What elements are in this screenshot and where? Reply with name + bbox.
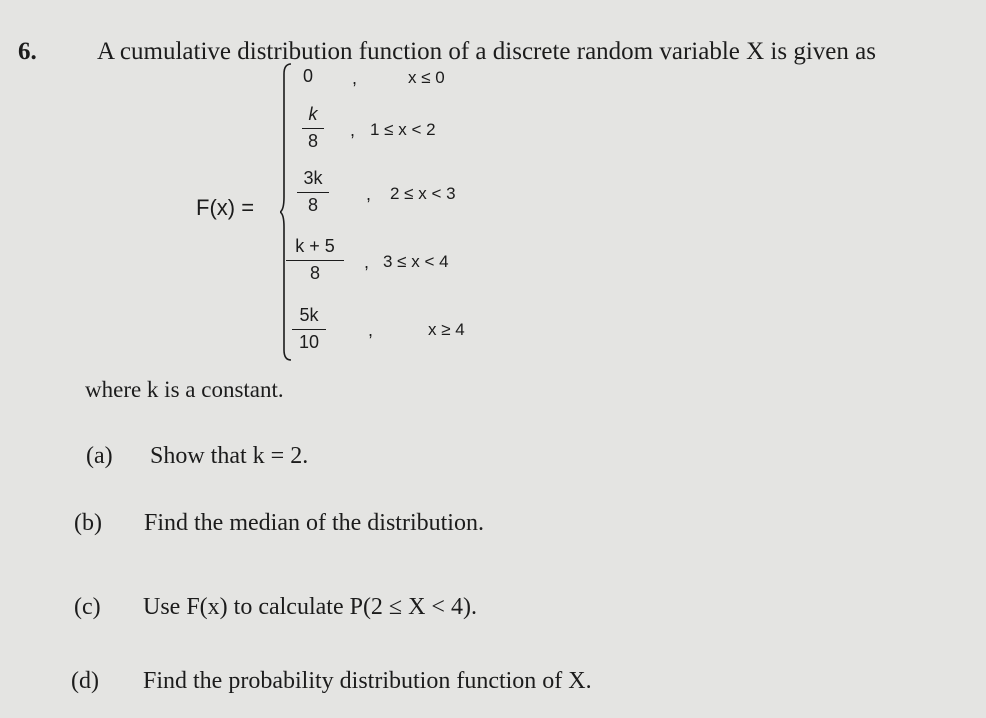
fraction-bar [302,128,324,129]
part-c-text: Use F(x) to calculate P(2 ≤ X < 4). [143,594,477,620]
case-4-separator: , [368,320,374,340]
part-a-text: Show that k = 2. [150,443,309,469]
function-lhs: F(x) = [196,195,255,220]
case-0-value: 0 [303,66,314,86]
case-1-denominator: 8 [307,131,318,151]
question-number: 6. [18,38,37,65]
case-2-condition: 2 ≤ x < 3 [390,184,456,203]
case-3-denominator: 8 [309,263,320,283]
case-2-separator: , [366,184,372,204]
case-3-separator: , [364,252,370,272]
where-text: where k is a constant. [85,377,284,402]
case-4-condition: x ≥ 4 [428,320,465,339]
case-1-numerator: k [308,104,318,124]
case-3-fraction [286,236,344,284]
case-4-fraction [292,305,326,353]
case-1-condition: 1 ≤ x < 2 [370,120,436,139]
question-stem: A cumulative distribution function of a discrete random variable X is given as [97,38,876,65]
case-3-numerator: k + 5 [295,236,335,256]
part-b-label: (b) [74,510,102,536]
case-2-numerator: 3k [303,168,323,188]
left-brace [280,62,292,362]
part-c-label: (c) [74,594,101,620]
part-b-text: Find the median of the distribution. [144,510,484,536]
part-d-label: (d) [71,668,99,694]
case-1-separator: , [350,120,356,140]
part-a-label: (a) [86,443,113,469]
case-4-denominator: 10 [298,332,320,352]
fraction-bar [286,260,344,261]
case-3-condition: 3 ≤ x < 4 [383,252,449,271]
fraction-bar [292,329,326,330]
case-2-denominator: 8 [307,195,318,215]
case-1-fraction [302,104,324,152]
case-4-numerator: 5k [299,305,319,325]
case-0-condition: x ≤ 0 [408,68,445,87]
case-2-fraction [297,168,329,216]
part-d-text: Find the probability distribution function of X. [143,668,592,694]
case-0-separator: , [352,68,358,88]
fraction-bar [297,192,329,193]
